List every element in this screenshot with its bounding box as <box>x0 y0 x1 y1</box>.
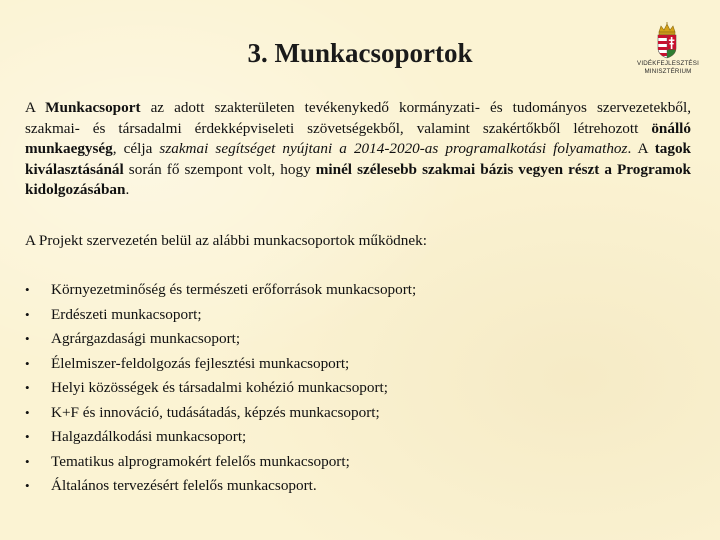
list-item-label: Agrárgazdasági munkacsoport; <box>51 330 241 347</box>
list-item-label: K+F és innováció, tudásátadás, képzés munkacsoport; <box>51 403 380 421</box>
para-bold-2: önálló munkaegység <box>25 119 691 157</box>
list-item <box>25 450 691 475</box>
list-item-label: Környezetminőség és természeti erőforrások munkacsoport; <box>51 281 417 298</box>
bullet-icon: • <box>25 478 30 493</box>
list-item-label: Helyi közösségek és társadalmi kohézió munkacsoport; <box>51 379 388 396</box>
list-item <box>25 303 691 328</box>
bullet-icon: • <box>25 331 30 346</box>
list-item-label: Élelmiszer-feldolgozás fejlesztési munkacsoport; <box>51 354 350 372</box>
para-bold-4: minél szélesebb szakmai bázis vegyen részt a Programok kidolgozásában <box>25 160 691 198</box>
coat-of-arms-icon <box>632 22 702 86</box>
para-text-3: , célja <box>112 140 160 157</box>
logo-line-2: MINISZTÉRIUM <box>644 68 692 75</box>
list-item <box>25 327 691 352</box>
bullet-icon: • <box>25 306 30 322</box>
list-item <box>25 376 691 401</box>
bullet-icon: • <box>25 429 30 444</box>
list-item <box>25 278 691 303</box>
description-paragraph <box>25 98 691 201</box>
para-text-1: A <box>25 99 46 116</box>
list-item <box>25 425 691 450</box>
list-item-label: Erdészeti munkacsoport; <box>51 305 202 323</box>
crown-icon <box>659 22 675 35</box>
page-title: 3. Munkacsoportok <box>247 38 473 68</box>
list-item-label: Tematikus alprogramokért felelős munkacsoport; <box>51 452 350 470</box>
para-bold-1: Munkacsoport <box>45 99 141 116</box>
list-item-label: Általános tervezésért felelős munkacsoport. <box>51 477 317 494</box>
para-text-2: az adott szakterületen tevékenykedő kormányzati- és tudományos szervezetekből, szakmai- és társadalmi érdekképviseleti szövetségekből, valamint szakértőkből létrehozott <box>25 99 691 137</box>
bullet-icon: • <box>25 282 30 297</box>
list-item <box>25 474 691 499</box>
bullet-icon: • <box>25 380 30 395</box>
para-text-4: . A <box>627 140 655 157</box>
list-item <box>25 352 691 377</box>
bullet-icon: • <box>25 355 30 371</box>
intro-text: A Projekt szervezetén belül az alábbi munkacsoportok működnek: <box>25 232 427 249</box>
logo-line-1: VIDÉKFEJLESZTÉSI <box>637 60 699 67</box>
shield-icon <box>658 35 676 58</box>
working-groups-list <box>25 278 691 499</box>
list-item-label: Halgazdálkodási munkacsoport; <box>51 428 247 445</box>
para-text-6: . <box>125 181 130 198</box>
bullet-icon: • <box>25 453 30 469</box>
para-text-5: során fő szempont volt, hogy <box>123 160 316 178</box>
para-italic-1: szakmai segítséget nyújtani a 2014-2020-as programalkotási folyamathoz <box>159 140 628 157</box>
ministry-logo-text <box>630 60 706 76</box>
para-bold-3: tagok kiválasztásánál <box>25 140 691 178</box>
list-item <box>25 401 691 426</box>
bullet-icon: • <box>25 404 30 420</box>
